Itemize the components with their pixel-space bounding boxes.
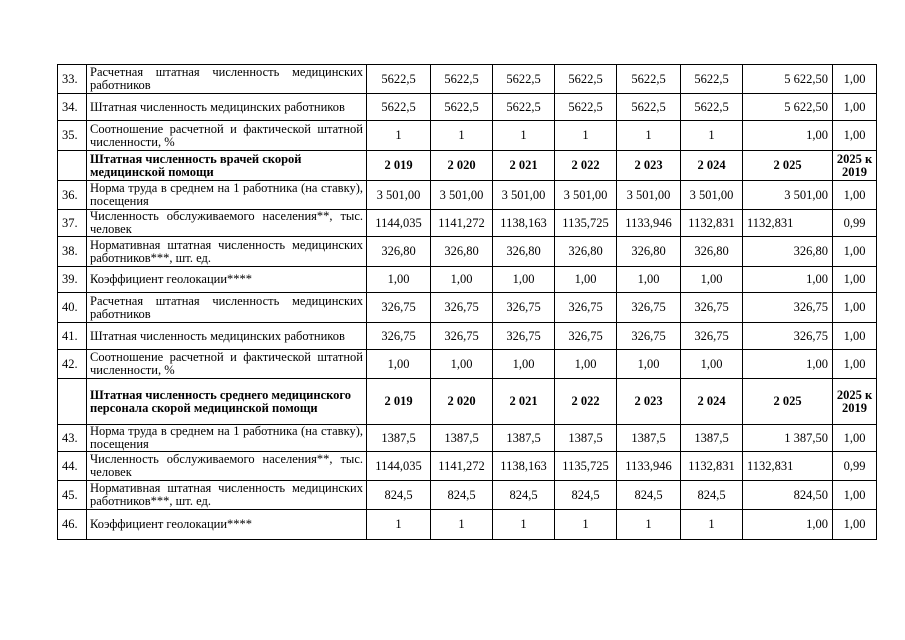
value-cell: 326,80 (493, 237, 555, 267)
value-cell: 326,75 (367, 293, 431, 323)
value-cell: 1387,5 (431, 425, 493, 452)
row-label: Расчетная штатная численность медицинских работников (87, 293, 367, 323)
ratio-cell: 1,00 (833, 293, 877, 323)
value-cell: 326,80 (431, 237, 493, 267)
table-row (58, 425, 877, 452)
value-cell: 3 501,00 (617, 181, 681, 210)
value-cell: 1135,725 (555, 210, 617, 237)
table-row (58, 452, 877, 481)
value-cell: 326,75 (493, 293, 555, 323)
value-cell: 824,5 (555, 481, 617, 510)
value-cell: 1,00 (555, 267, 617, 293)
value-cell: 5622,5 (431, 94, 493, 121)
ratio-cell: 1,00 (833, 350, 877, 379)
row-number: 40. (58, 293, 87, 323)
value-cell: 326,80 (743, 237, 833, 267)
ratio-cell: 2025 к 2019 (833, 151, 877, 181)
value-cell: 5 622,50 (743, 94, 833, 121)
year-cell: 2 025 (743, 379, 833, 425)
value-cell: 326,80 (681, 237, 743, 267)
value-cell: 1387,5 (367, 425, 431, 452)
table-row (58, 510, 877, 540)
value-cell: 3 501,00 (431, 181, 493, 210)
value-cell: 1 (431, 121, 493, 151)
value-cell: 5622,5 (617, 94, 681, 121)
value-cell: 326,75 (555, 293, 617, 323)
value-cell: 1,00 (743, 121, 833, 151)
row-label: Нормативная штатная численность медицинских работников***, шт. ед. (87, 481, 367, 510)
value-cell: 824,5 (681, 481, 743, 510)
value-cell: 1135,725 (555, 452, 617, 481)
value-cell: 326,80 (367, 237, 431, 267)
table-row (58, 65, 877, 94)
value-cell: 326,75 (367, 323, 431, 350)
section-header-row (58, 379, 877, 425)
value-cell: 326,80 (617, 237, 681, 267)
value-cell: 1138,163 (493, 210, 555, 237)
value-cell: 1,00 (431, 350, 493, 379)
row-number: 37. (58, 210, 87, 237)
section-header-row (58, 151, 877, 181)
ratio-cell: 1,00 (833, 121, 877, 151)
row-label: Нормативная штатная численность медицинских работников***, шт. ед. (87, 237, 367, 267)
value-cell: 1 (367, 510, 431, 540)
year-cell: 2 021 (493, 151, 555, 181)
year-cell: 2 024 (681, 151, 743, 181)
value-cell: 326,75 (743, 323, 833, 350)
row-number (58, 379, 87, 425)
row-number: 44. (58, 452, 87, 481)
value-cell: 824,5 (367, 481, 431, 510)
staffing-table (57, 64, 877, 540)
row-label: Штатная численность медицинских работников (87, 94, 367, 121)
row-number: 46. (58, 510, 87, 540)
row-number: 33. (58, 65, 87, 94)
value-cell: 3 501,00 (681, 181, 743, 210)
value-cell: 824,5 (617, 481, 681, 510)
value-cell: 5622,5 (681, 94, 743, 121)
year-cell: 2 019 (367, 151, 431, 181)
value-cell: 1,00 (743, 510, 833, 540)
value-cell: 1,00 (367, 267, 431, 293)
ratio-cell: 1,00 (833, 510, 877, 540)
row-number: 36. (58, 181, 87, 210)
value-cell: 326,75 (431, 323, 493, 350)
ratio-cell: 1,00 (833, 181, 877, 210)
row-label: Численность обслуживаемого населения**, тыс. человек (87, 210, 367, 237)
value-cell: 1132,831 (743, 452, 833, 481)
row-number: 45. (58, 481, 87, 510)
table-row (58, 350, 877, 379)
value-cell: 1 (431, 510, 493, 540)
row-label: Норма труда в среднем на 1 работника (на ставку), посещения (87, 181, 367, 210)
value-cell: 326,75 (493, 323, 555, 350)
value-cell: 3 501,00 (493, 181, 555, 210)
table-row (58, 267, 877, 293)
year-cell: 2 024 (681, 379, 743, 425)
value-cell: 1,00 (493, 267, 555, 293)
row-number: 39. (58, 267, 87, 293)
table-row (58, 210, 877, 237)
value-cell: 1132,831 (743, 210, 833, 237)
value-cell: 5622,5 (431, 65, 493, 94)
year-cell: 2 023 (617, 151, 681, 181)
value-cell: 5622,5 (681, 65, 743, 94)
row-label: Расчетная штатная численность медицинских работников (87, 65, 367, 94)
value-cell: 3 501,00 (367, 181, 431, 210)
row-number: 34. (58, 94, 87, 121)
value-cell: 5622,5 (493, 65, 555, 94)
value-cell: 1144,035 (367, 210, 431, 237)
value-cell: 1,00 (493, 350, 555, 379)
year-cell: 2 020 (431, 151, 493, 181)
value-cell: 1 387,50 (743, 425, 833, 452)
value-cell: 5622,5 (367, 94, 431, 121)
value-cell: 326,75 (743, 293, 833, 323)
row-label: Коэффициент геолокации**** (87, 267, 367, 293)
row-number: 35. (58, 121, 87, 151)
ratio-cell: 0,99 (833, 210, 877, 237)
value-cell: 1 (555, 121, 617, 151)
value-cell: 824,50 (743, 481, 833, 510)
value-cell: 1387,5 (493, 425, 555, 452)
year-cell: 2 025 (743, 151, 833, 181)
year-cell: 2 020 (431, 379, 493, 425)
ratio-cell: 1,00 (833, 425, 877, 452)
value-cell: 326,75 (681, 323, 743, 350)
value-cell: 1 (493, 510, 555, 540)
value-cell: 3 501,00 (555, 181, 617, 210)
value-cell: 1133,946 (617, 452, 681, 481)
value-cell: 1,00 (743, 267, 833, 293)
value-cell: 326,75 (617, 323, 681, 350)
ratio-cell: 1,00 (833, 323, 877, 350)
value-cell: 1 (493, 121, 555, 151)
ratio-cell: 0,99 (833, 452, 877, 481)
value-cell: 326,75 (681, 293, 743, 323)
value-cell: 326,75 (617, 293, 681, 323)
ratio-cell: 2025 к 2019 (833, 379, 877, 425)
value-cell: 1,00 (617, 350, 681, 379)
value-cell: 1,00 (617, 267, 681, 293)
year-cell: 2 021 (493, 379, 555, 425)
value-cell: 1387,5 (555, 425, 617, 452)
value-cell: 326,75 (431, 293, 493, 323)
value-cell: 1,00 (681, 267, 743, 293)
value-cell: 1 (367, 121, 431, 151)
row-label: Штатная численность медицинских работников (87, 323, 367, 350)
table-body (58, 65, 877, 540)
row-label: Коэффициент геолокации**** (87, 510, 367, 540)
row-number: 42. (58, 350, 87, 379)
value-cell: 5622,5 (617, 65, 681, 94)
value-cell: 326,80 (555, 237, 617, 267)
value-cell: 1 (617, 121, 681, 151)
ratio-cell: 1,00 (833, 267, 877, 293)
value-cell: 1144,035 (367, 452, 431, 481)
table-row (58, 237, 877, 267)
table-row (58, 293, 877, 323)
ratio-cell: 1,00 (833, 481, 877, 510)
value-cell: 1,00 (681, 350, 743, 379)
table-row (58, 481, 877, 510)
value-cell: 1141,272 (431, 452, 493, 481)
value-cell: 1132,831 (681, 452, 743, 481)
row-number (58, 151, 87, 181)
value-cell: 5 622,50 (743, 65, 833, 94)
year-cell: 2 019 (367, 379, 431, 425)
table-row (58, 94, 877, 121)
value-cell: 1133,946 (617, 210, 681, 237)
value-cell: 1 (555, 510, 617, 540)
value-cell: 1,00 (555, 350, 617, 379)
value-cell: 1 (681, 121, 743, 151)
value-cell: 1132,831 (681, 210, 743, 237)
value-cell: 1,00 (431, 267, 493, 293)
value-cell: 824,5 (431, 481, 493, 510)
row-label: Численность обслуживаемого населения**, тыс. человек (87, 452, 367, 481)
year-cell: 2 022 (555, 151, 617, 181)
value-cell: 5622,5 (555, 94, 617, 121)
value-cell: 5622,5 (555, 65, 617, 94)
table-row (58, 121, 877, 151)
value-cell: 3 501,00 (743, 181, 833, 210)
row-label: Соотношение расчетной и фактической штатной численности, % (87, 350, 367, 379)
value-cell: 1387,5 (617, 425, 681, 452)
value-cell: 5622,5 (493, 94, 555, 121)
value-cell: 1141,272 (431, 210, 493, 237)
value-cell: 5622,5 (367, 65, 431, 94)
row-number: 38. (58, 237, 87, 267)
value-cell: 1387,5 (681, 425, 743, 452)
value-cell: 1 (617, 510, 681, 540)
value-cell: 326,75 (555, 323, 617, 350)
row-label: Штатная численность среднего медицинского персонала скорой медицинской помощи (87, 379, 367, 425)
table-row (58, 323, 877, 350)
row-label: Соотношение расчетной и фактической штатной численности, % (87, 121, 367, 151)
row-label: Штатная численность врачей скорой медицинской помощи (87, 151, 367, 181)
row-number: 41. (58, 323, 87, 350)
year-cell: 2 023 (617, 379, 681, 425)
ratio-cell: 1,00 (833, 65, 877, 94)
value-cell: 1 (681, 510, 743, 540)
row-number: 43. (58, 425, 87, 452)
value-cell: 1,00 (367, 350, 431, 379)
value-cell: 1138,163 (493, 452, 555, 481)
ratio-cell: 1,00 (833, 237, 877, 267)
row-label: Норма труда в среднем на 1 работника (на ставку), посещения (87, 425, 367, 452)
value-cell: 824,5 (493, 481, 555, 510)
value-cell: 1,00 (743, 350, 833, 379)
table-row (58, 181, 877, 210)
ratio-cell: 1,00 (833, 94, 877, 121)
year-cell: 2 022 (555, 379, 617, 425)
